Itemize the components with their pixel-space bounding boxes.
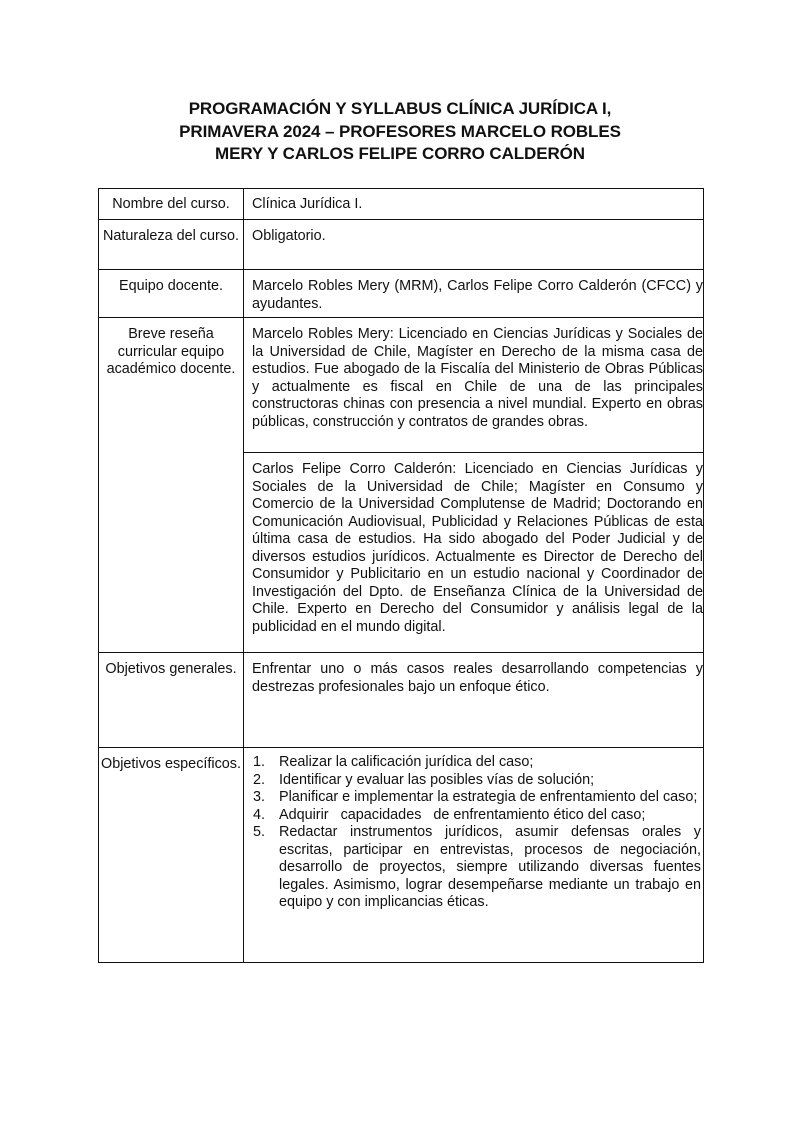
- bio-carlos-corro: Carlos Felipe Corro Calderón: Licenciado en Ciencias Jurídicas y Sociales de la Universidad de Chile; Magíster en Consumo y Comercio de la Universidad Complutense de Madrid; Doctorando en Comunicación Audiovisual, Publicidad y Relaciones Públicas de esta última casa de estudios. Ha sido abogado del Poder Judicial y de diversos estudios jurídicos. Actualmente es Director de Derecho del Consumidor y Publicitario en un estudio nacional y Coordinador de Investigación del Dpto. de Enseñanza Clínica de la Universidad de Chile. Experto en Derecho del Consumidor y análisis legal de la publicidad en el mundo digital.: [244, 453, 704, 653]
- specific-objectives-cell: [244, 748, 704, 963]
- bios-label: Breve reseña curricular equipo académico docente.: [99, 318, 244, 653]
- list-item: [252, 807, 703, 825]
- syllabus-table: [98, 188, 704, 963]
- list-item-number: 3.: [253, 789, 266, 805]
- row-nature: [99, 220, 704, 270]
- title-line: PROGRAMACIÓN Y SYLLABUS CLÍNICA JURÍDICA I,: [188, 99, 612, 118]
- list-item: [252, 772, 703, 790]
- row-general-objectives: [99, 653, 704, 748]
- list-item-text: Redactar instrumentos jurídicos, asumir defensas orales y escritas, participar en entrevistas, procesos de negociación, desarrollo de proyectos, siempre utilizando diversas fuentes legales. Asimismo, lograr desempeñarse mediante un trabajo en equipo y con implicancias éticas.: [279, 824, 701, 910]
- list-item-text: Planificar e implementar la estrategia de enfrentamiento del caso;: [279, 789, 698, 805]
- row-bio-1: [99, 318, 704, 453]
- team-value: Marcelo Robles Mery (MRM), Carlos Felipe Corro Calderón (CFCC) y ayudantes.: [244, 270, 704, 318]
- title-line: PRIMAVERA 2024 – PROFESORES MARCELO ROBLES: [179, 121, 621, 141]
- document-title: [0, 98, 800, 166]
- general-objectives-label: Objetivos generales.: [99, 653, 244, 748]
- row-course-name: [99, 189, 704, 220]
- row-specific-objectives: [99, 748, 704, 963]
- list-item: [252, 824, 703, 912]
- bio-marcelo-robles: Marcelo Robles Mery: Licenciado en Ciencias Jurídicas y Sociales de la Universidad de Chile, Magíster en Derecho de la misma casa de estudios. Fue abogado de la Fiscalía del Ministerio de Obras Públicas y actualmente es fiscal en Chile de una de las principales constructoras chinas con presencia a nivel mundial. Experto en obras públicas, construcción y contratos de grandes obras.: [244, 318, 704, 453]
- list-item: [252, 754, 703, 772]
- team-label: Equipo docente.: [99, 270, 244, 318]
- list-item-number: 5.: [253, 824, 266, 840]
- course-name-label: Nombre del curso.: [99, 189, 244, 220]
- list-item-text: Adquirir capacidades de enfrentamiento ético del caso;: [279, 806, 646, 823]
- list-item-number: 4.: [253, 806, 266, 823]
- title-line: MERY Y CARLOS FELIPE CORRO CALDERÓN: [215, 144, 585, 163]
- list-item-text: Identificar y evaluar las posibles vías de solución;: [279, 771, 595, 788]
- list-item-text: Realizar la calificación jurídica del caso;: [279, 754, 534, 770]
- list-item: [252, 789, 703, 807]
- list-item-number: 1.: [253, 754, 266, 770]
- row-team: [99, 270, 704, 318]
- nature-value: Obligatorio.: [244, 220, 704, 270]
- specific-objectives-label: Objetivos específicos.: [99, 748, 244, 963]
- list-item-number: 2.: [253, 771, 266, 788]
- course-name-value: Clínica Jurídica I.: [244, 189, 704, 220]
- specific-objectives-list: [252, 754, 703, 912]
- nature-label: Naturaleza del curso.: [99, 220, 244, 270]
- general-objectives-value: Enfrentar uno o más casos reales desarrollando competencias y destrezas profesionales bajo un enfoque ético.: [244, 653, 704, 748]
